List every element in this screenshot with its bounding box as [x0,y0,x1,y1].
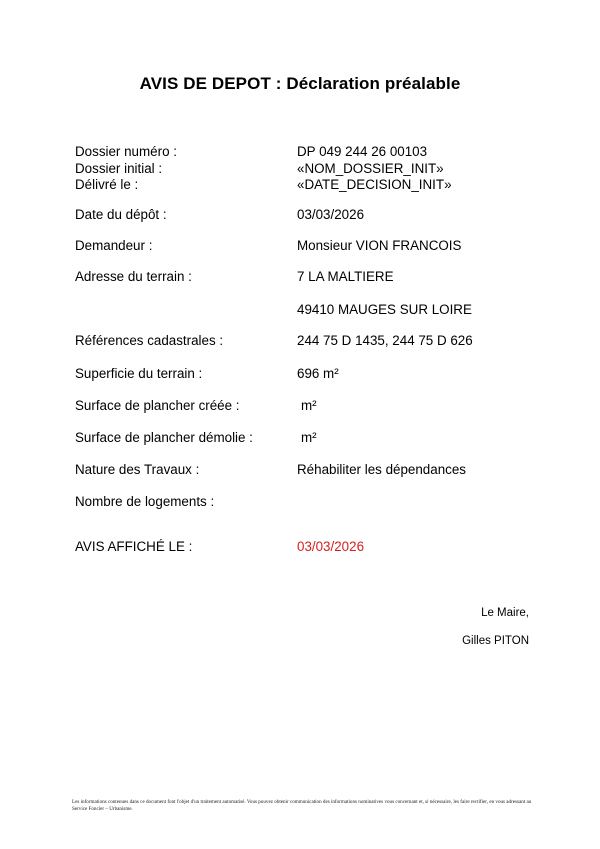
dossier-initial-value: «NOM_DOSSIER_INIT» [297,161,444,176]
signature-role: Le Maire, [481,607,529,619]
dossier-numero-label: Dossier numéro : [75,144,177,159]
surface-creee-value: m² [301,398,317,413]
demandeur-value: Monsieur VION FRANCOIS [297,238,462,253]
dossier-initial-label: Dossier initial : [75,161,163,176]
superficie-terrain-value: 696 m² [297,366,339,381]
date-depot-label: Date du dépôt : [75,207,167,222]
demandeur-label: Demandeur : [75,238,153,253]
nombre-logements-label: Nombre de logements : [75,494,215,509]
adresse-terrain-line1: 7 LA MALTIERE [297,269,394,284]
delivre-le-label: Délivré le : [75,177,139,192]
adresse-terrain-line2: 49410 MAUGES SUR LOIRE [297,302,472,317]
superficie-terrain-label: Superficie du terrain : [75,366,203,381]
surface-demolie-value: m² [301,430,317,445]
dossier-numero-value: DP 049 244 26 00103 [297,144,428,159]
avis-affiche-label: AVIS AFFICHÉ LE : [75,539,193,554]
surface-demolie-label: Surface de plancher démolie : [75,430,253,445]
page-title: AVIS DE DEPOT : Déclaration préalable [139,74,461,93]
references-cadastrales-value: 244 75 D 1435, 244 75 D 626 [297,333,473,348]
avis-affiche-value: 03/03/2026 [297,539,365,554]
references-cadastrales-label: Références cadastrales : [75,333,224,348]
date-depot-value: 03/03/2026 [297,207,365,222]
nature-travaux-value: Réhabiliter les dépendances [297,462,466,477]
adresse-terrain-label: Adresse du terrain : [75,269,192,284]
nature-travaux-label: Nature des Travaux : [75,462,200,477]
surface-creee-label: Surface de plancher créée : [75,398,240,413]
footer-notice: Les informations contenues dans ce document font l'objet d'un traitement automatisé. Vous pouvez obtenir communication des informations nominatives vous concernant et, si nécessaire, les faire rectifier, en vous adressant au Service Foncier – Urbanisme. [72,799,532,812]
signature-name: Gilles PITON [462,635,529,647]
delivre-le-value: «DATE_DECISION_INIT» [297,177,452,192]
